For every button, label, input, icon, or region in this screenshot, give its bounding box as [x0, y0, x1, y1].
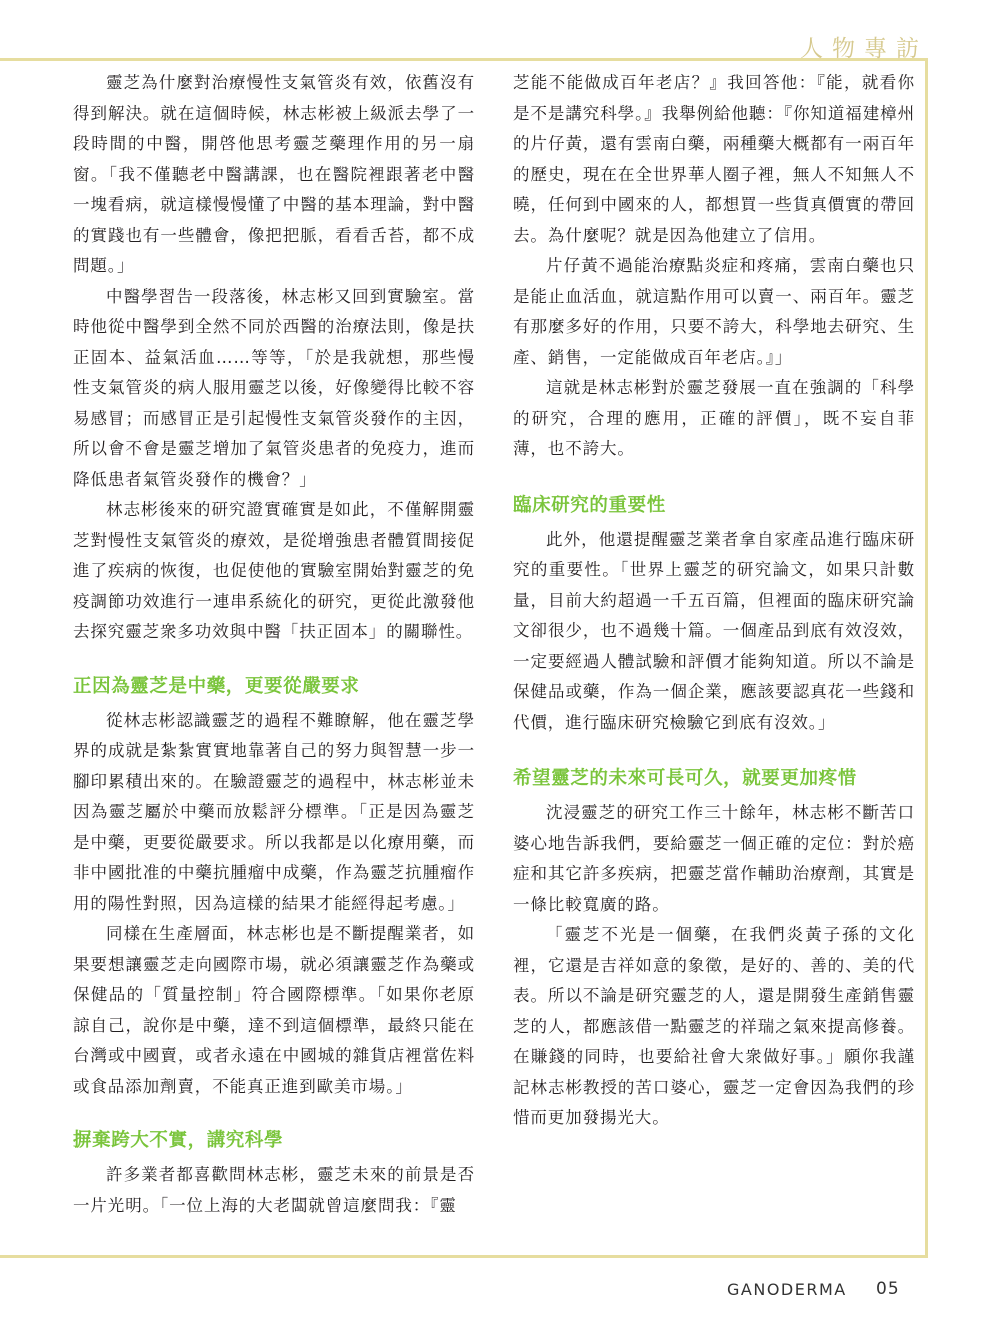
paragraph: 芝能不能做成百年老店？』我回答他：『能，就看你是不是講究科學。』我舉例給他聽：『你知道福建樟州的片仔黃，還有雲南白藥，兩種藥大概都有一兩百年的歷史，現在在全世界華人圈子裡，無人不知無人不曉，任何到中國來的人，都想買一些貨真價實的帶回去。為什麼呢？就是因為他建立了信用。	[513, 73, 915, 245]
paragraph: 此外，他還提醒靈芝業者拿自家產品進行臨床研究的重要性。「世界上靈芝的研究論文，如果只計數量，目前大約超過一千五百篇，但裡面的臨床研究論文卻很少，也不過幾十篇。一個產品到底有效沒效，一定要經過人體試驗和評價才能夠知道。所以不論是保健品或藥，作為一個企業，應該要認真花一些錢和代價，進行臨床研究檢驗它到底有沒效。」	[513, 529, 915, 732]
subheading: 摒棄跨大不實，講究科學	[73, 1130, 284, 1151]
subheading: 臨床研究的重要性	[513, 494, 666, 516]
section-label: 人物專訪	[800, 36, 928, 62]
paragraph: 從林志彬認識靈芝的過程不難瞭解，他在靈芝學界的成就是紮紮實實地靠著自己的努力與智慧一步一腳印累積出來的。在驗證靈芝的過程中，林志彬並未因為靈芝屬於中藥而放鬆評分標準。「正是因為靈芝是中藥，更要從嚴要求。所以我都是以化療用藥，而非中國批准的中藥抗腫瘤中成藥，作為靈芝抗腫瘤作用的陽性對照，因為這樣的結果才能經得起考慮。」	[73, 710, 475, 913]
paragraph: 林志彬後來的研究證實確實是如此，不僅解開靈芝對慢性支氣管炎的療效，是從增強患者體質間接促進了疾病的恢復，也促使他的實驗室開始對靈芝的免疫調節功效進行一連串系統化的研究，更從此激發他去探究靈芝衆多功效與中醫「扶正固本」的關聯性。	[73, 500, 475, 641]
paragraph: 中醫學習告一段落後，林志彬又回到實驗室。當時他從中醫學到全然不同於西醫的治療法則，像是扶正固本、益氣活血……等等，「於是我就想，那些慢性支氣管炎的病人服用靈芝以後，好像變得比較不容易感冒；而感冒正是引起慢性支氣管炎發作的主因，所以會不會是靈芝增加了氣管炎患者的免疫力，進而降低患者氣管炎發作的機會？」	[73, 286, 475, 489]
subheading: 希望靈芝的未來可長可久，就要更加疼惜	[513, 768, 857, 789]
paragraph: 沈浸靈芝的研究工作三十餘年，林志彬不斷苦口婆心地告訴我們，要給靈芝一個正確的定位：對於癌症和其它許多疾病，把靈芝當作輔助治療劑，其實是一條比較寬廣的路。	[513, 803, 915, 914]
magazine-name: GANODERMA	[727, 1280, 847, 1299]
left-column	[73, 68, 475, 1221]
paragraph: 同樣在生產層面，林志彬也是不斷提醒業者，如果要想讓靈芝走向國際市場，就必須讓靈芝作為藥或保健品的「質量控制」符合國際標準。「如果你老原諒自己，說你是中藥，達不到這個標準，最終只能在台灣或中國賣，或者永遠在中國城的雜貨店裡當佐料或食品添加劑賣，不能真正進到歐美市場。」	[73, 924, 475, 1096]
paragraph: 許多業者都喜歡問林志彬，靈芝未來的前景是否一片光明。「一位上海的大老闆就曾這麼問我：『靈	[73, 1165, 475, 1215]
paragraph: 靈芝為什麼對治療慢性支氣管炎有效，依舊沒有得到解決。就在這個時候，林志彬被上級派去學了一段時間的中醫，開啓他思考靈芝藥理作用的另一扇窗。「我不僅聽老中醫講課，也在醫院裡跟著老中醫一塊看病，就這樣慢慢懂了中醫的基本理論，對中醫的實踐也有一些體會，像把把脈，看看舌苔，都不成問題。」	[73, 73, 475, 275]
right-column	[513, 68, 915, 1134]
page-number: 05	[876, 1279, 900, 1299]
paragraph: 「靈芝不光是一個藥，在我們炎黃子孫的文化裡，它還是吉祥如意的象徵，是好的、善的、美的代表。所以不論是研究靈芝的人，還是開發生產銷售靈芝的人，都應該借一點靈芝的祥瑞之氣來提高修養。在賺錢的同時，也要給社會大衆做好事。」願你我謹記林志彬教授的苦口婆心，靈芝一定會因為我們的珍惜而更加發揚光大。	[513, 925, 915, 1127]
paragraph: 這就是林志彬對於靈芝發展一直在強調的「科學的研究，合理的應用，正確的評價」，既不妄自菲薄，也不誇大。	[513, 378, 915, 458]
subheading: 正因為靈芝是中藥，更要從嚴要求	[73, 675, 360, 697]
paragraph: 片仔黃不過能治療點炎症和疼痛，雲南白藥也只是能止血活血，就這點作用可以賣一、兩百年。靈芝有那麼多好的作用，只要不誇大，科學地去研究、生產、銷售，一定能做成百年老店。』」	[513, 256, 915, 367]
